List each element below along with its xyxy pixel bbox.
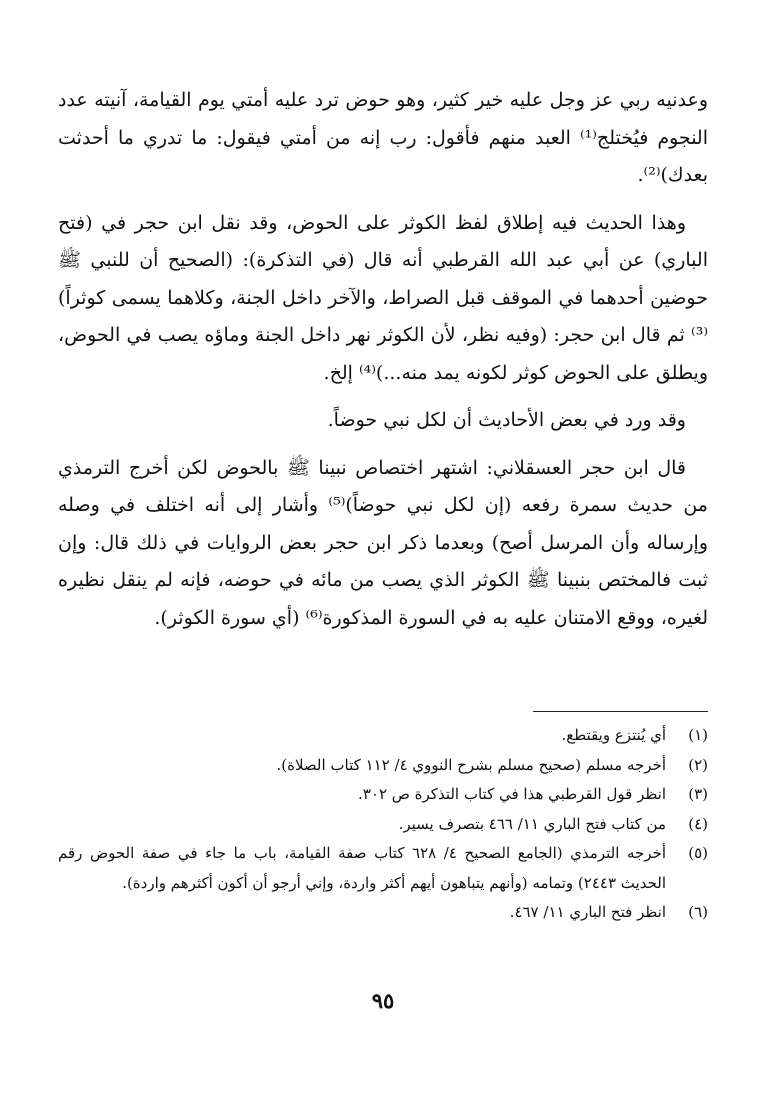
footnote-text: من كتاب فتح الباري ١١/ ٤٦٦ بتصرف يسير.: [398, 814, 666, 833]
footnote-text: انظر قول القرطبي هذا في كتاب التذكرة ص ٣٠٢.: [358, 785, 666, 803]
footnote-text: أخرجه مسلم (صحيح مسلم بشرح النووي ٤/ ١١٢ كتاب الصلاة).: [276, 755, 666, 774]
footnote-1: [58, 721, 708, 751]
footnote-2: [58, 751, 708, 781]
paragraph-4: قال ابن حجر العسقلاني: اشتهر اختصاص نبينا ﷺ بالحوض لكن أخرج الترمذي من حديث سمرة رفعه (إن لكل نبي حوضاً)⁽⁵⁾ وأشار إلى أنه اختلف في وصله وإرساله وأن المرسل أصح) وبعدما ذكر ابن حجر بعض الروايات في ذلك قال: وإن ثبت فالمختص بنبينا ﷺ الكوثر الذي يصب من مائه في حوضه، فإنه لم ينقل نظيره لغيره، ووقع الامتنان عليه به في السورة المذكورة⁽⁶⁾ (أي سورة الكوثر).: [58, 456, 708, 629]
paragraph-2: وهذا الحديث فيه إطلاق لفظ الكوثر على الحوض، وقد نقل ابن حجر في (فتح الباري) عن أبي عبد الله القرطبي أنه قال (في التذكرة): (الصحيح أن للنبي ﷺ حوضين أحدهما في الموقف قبل الصراط، والآخر داخل الجنة، وكلاهما يسمى كوثراً)⁽³⁾ ثم قال ابن حجر: (وفيه نظر، لأن الكوثر نهر داخل الجنة وماؤه يصب في الحوض، ويطلق على الحوض كوثر لكونه يمد منه...)⁽⁴⁾ إلخ.: [58, 211, 708, 384]
paragraph-1: وعدنيه ربي عز وجل عليه خير كثير، وهو حوض ترد عليه أمتي يوم القيامة، آنيته عدد النجوم فيُختلج⁽¹⁾ العبد منهم فأقول: رب إنه من أمتي فيقول: ما تدري ما أحدثت بعدك)⁽²⁾.: [58, 89, 708, 186]
footnote-6: [58, 898, 708, 928]
footnote-text: أي يُنتزع ويقتطع.: [561, 726, 666, 744]
footnotes: [58, 721, 708, 928]
footnote-4: [58, 810, 708, 840]
paragraph-3: وقد ورد في بعض الأحاديث أن لكل نبي حوضاً.: [327, 409, 686, 431]
page-number: ٩٥: [371, 988, 395, 1013]
footnote-3: [58, 780, 708, 810]
footnote-separator: [533, 711, 708, 712]
footnote-number: (٣): [688, 785, 708, 803]
footnote-number: (٢): [688, 755, 708, 774]
footnote-5: [58, 839, 708, 898]
footnote-number: (١): [688, 726, 708, 744]
footnote-number: (٤): [688, 814, 708, 833]
main-text: [58, 82, 708, 637]
footnote-text: انظر فتح الباري ١١/ ٤٦٧.: [509, 903, 666, 921]
footnote-text: أخرجه الترمذي (الجامع الصحيح ٤/ ٦٢٨ كتاب صفة القيامة، باب ما جاء في صفة الحوض رقم الحديث ٢٤٤٣) وتمامه (وأنهم يتباهون أيهم أكثر واردة، وإني أرجو أن أكون أكثرهم واردة).: [58, 844, 666, 892]
footnote-number: (٦): [688, 903, 708, 921]
footnote-number: (٥): [688, 844, 708, 862]
